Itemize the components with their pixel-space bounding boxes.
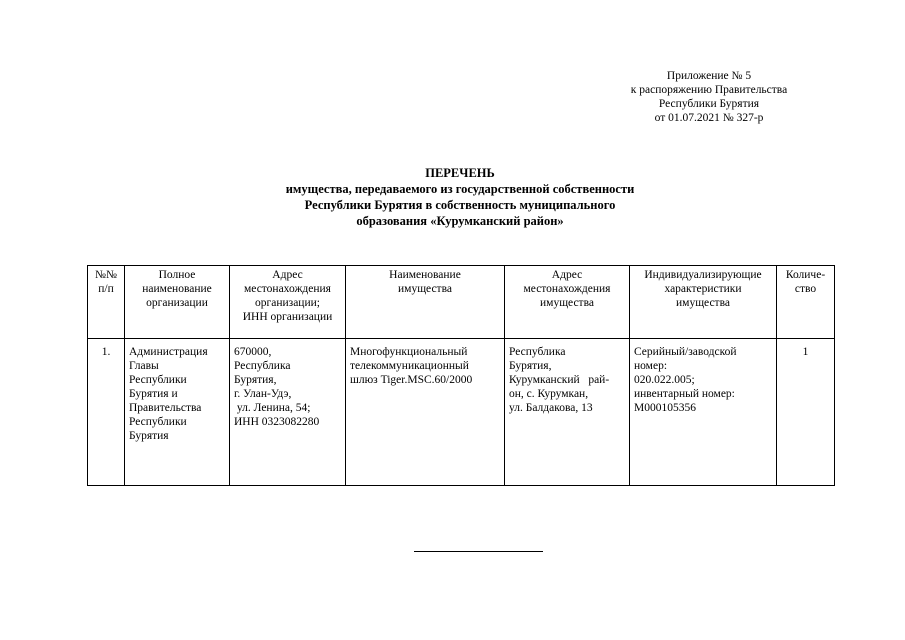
appendix-line: Республики Бурятия: [658, 98, 760, 110]
title-line: образования «Курумканский район»: [356, 214, 564, 228]
cell-organization-name: Администрация Главы Республики Бурятия и Правительства Республики Бурятия: [125, 339, 230, 486]
title-line: ПЕРЕЧЕНЬ: [425, 166, 495, 180]
header-property-name: Наименование имущества: [346, 266, 505, 339]
title-line: имущества, передаваемого из государственной собственности: [285, 182, 635, 196]
cell-number: 1.: [88, 339, 125, 486]
header-number: №№ п/п: [88, 266, 125, 339]
cell-property-address: Республика Бурятия, Курумканский рай- он, с. Курумкан, ул. Балдакова, 13: [505, 339, 630, 486]
appendix-line: от 01.07.2021 № 327-р: [654, 112, 764, 124]
cell-characteristics: Серийный/заводской номер: 020.022.005; инвентарный номер: М000105356: [630, 339, 777, 486]
table-header-row: [88, 266, 835, 339]
title-line: Республики Бурятия в собственность муниципального: [304, 198, 616, 212]
header-organization-name: Полное наименование организации: [125, 266, 230, 339]
header-characteristics: Индивидуализирующие характеристики имущества: [630, 266, 777, 339]
table-row: [88, 339, 835, 486]
cell-organization-address: 670000, Республика Бурятия, г. Улан-Удэ, ул. Ленина, 54; ИНН 0323082280: [230, 339, 346, 486]
header-quantity: Количе- ство: [777, 266, 835, 339]
cell-quantity: 1: [777, 339, 835, 486]
document-title: [205, 165, 715, 229]
appendix-block: [606, 69, 812, 125]
header-organization-address: Адрес местонахождения организации; ИНН организации: [230, 266, 346, 339]
property-table: [87, 265, 835, 486]
appendix-line: к распоряжению Правительства: [630, 84, 788, 96]
appendix-line: Приложение № 5: [666, 70, 752, 82]
cell-property-name: Многофункциональный телекоммуникационный шлюз Tiger.MSC.60/2000: [346, 339, 505, 486]
header-property-address: Адрес местонахождения имущества: [505, 266, 630, 339]
footer-divider: [414, 551, 543, 552]
